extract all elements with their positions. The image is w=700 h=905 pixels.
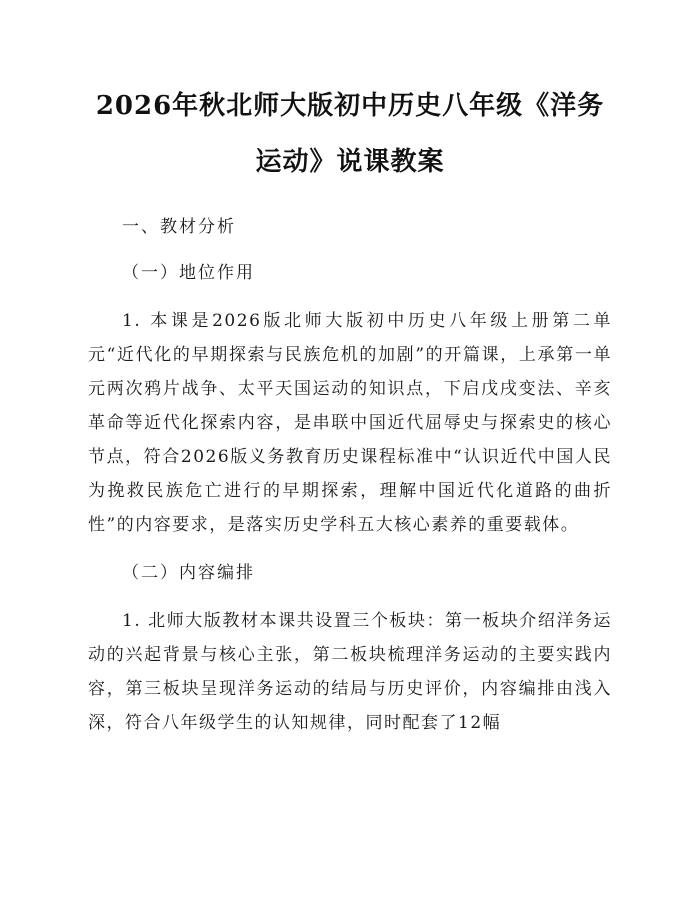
section-heading-textbook-analysis: 一、教材分析 <box>122 217 236 237</box>
paragraph-position-role: 1. 本课是2026版北师大版初中历史八年级上册第二单元“近代化的早期探索与民族危机的加剧”的开篇课，上承第一单元两次鸦片战争、太平天国运动的知识点，下启戊戌变法、辛亥革命等近代化探索内容，是串联中国近代屈辱史与探索史的核心节点，符合2026版义务教育历史课程标准中“认识近代中国人民为挽救民族危亡进行的早期探索，理解中国近代化道路的曲折性”的内容要求，是落实历史学科五大核心素养的重要载体。 <box>88 311 612 535</box>
subsection-heading-content-arrangement: （二）内容编排 <box>122 563 255 583</box>
paragraph-content-arrangement: 1. 北师大版教材本课共设置三个板块：第一板块介绍洋务运动的兴起背景与核心主张，第二板块梳理洋务运动的主要实践内容，第三板块呈现洋务运动的结局与历史评价，内容编排由浅入深，符合八年级学生的认知规律，同时配套了12幅 <box>88 611 612 733</box>
document-title: 2026年秋北师大版初中历史八年级《洋务运动》说课教案 <box>95 91 605 177</box>
subsection-heading-position-role: （一）地位作用 <box>122 263 255 283</box>
